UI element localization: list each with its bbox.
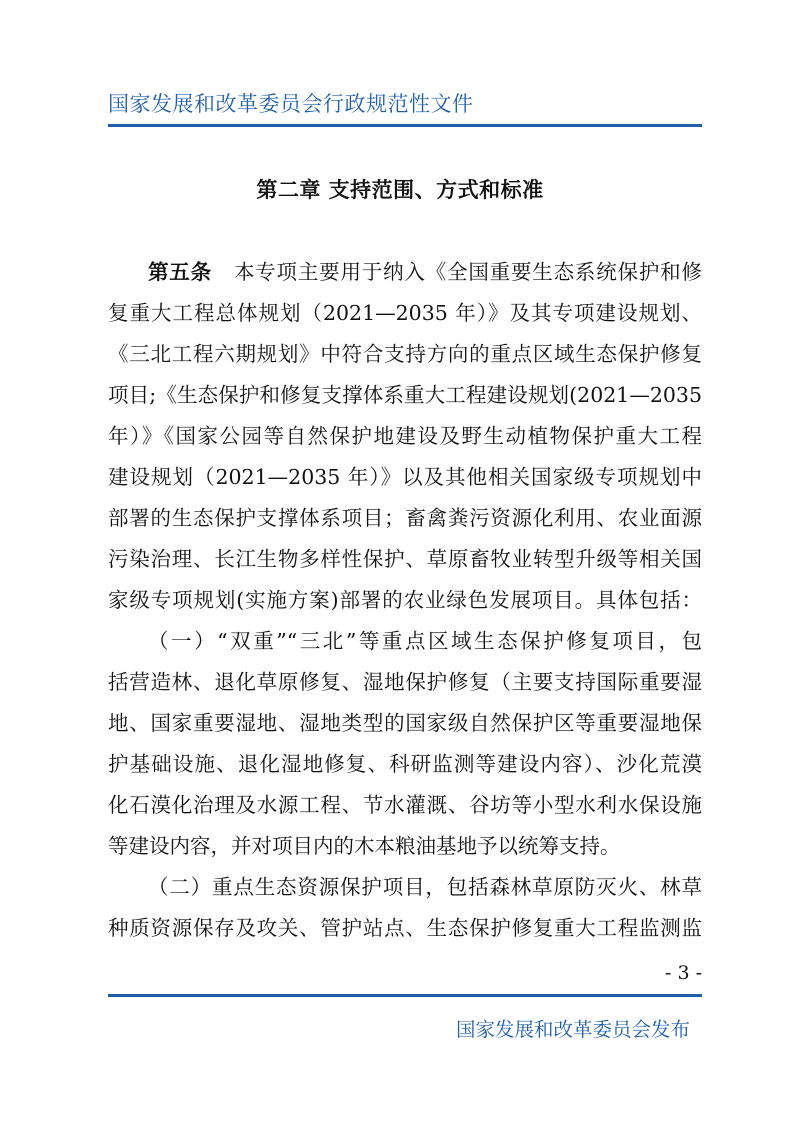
article-line: 年）》《国家公园等自然保护地建设及野生动植物保护重大工程 (108, 424, 702, 448)
item-line: 等建设内容，并对项目内的木本粮油基地予以统筹支持。 (108, 834, 621, 858)
page-number: - 3 - (664, 962, 702, 984)
footer-publisher: 国家发展和改革委员会发布 (455, 1018, 690, 1041)
item-line: 种质资源保存及攻关、管护站点、生态保护修复重大工程监测监 (108, 916, 702, 940)
article-line: 污染治理、长江生物多样性保护、草原畜牧业转型升级等相关国 (108, 547, 702, 571)
article-line: 家级专项规划(实施方案)部署的农业绿色发展项目。具体包括： (108, 588, 702, 612)
article-label: 第五条 (148, 260, 212, 284)
item-line: （一）“双重”“三北”等重点区域生态保护修复项目，包 (148, 629, 702, 653)
item-line: 护基础设施、退化湿地修复、科研监测等建设内容）、沙化荒漠 (108, 752, 702, 776)
article-line (148, 257, 702, 287)
header-title: 国家发展和改革委员会行政规范性文件 (108, 92, 474, 116)
footer-divider (108, 994, 702, 997)
article-line: 复重大工程总体规划（2021—2035 年）》及其专项建设规划、 (108, 301, 702, 325)
item-line: 括营造林、退化草原修复、湿地保护修复（主要支持国际重要湿 (108, 670, 702, 694)
article-line: 部署的生态保护支撑体系项目；畜禽粪污资源化利用、农业面源 (108, 506, 702, 530)
header-divider (108, 124, 702, 127)
article-line: 《三北工程六期规划》中符合支持方向的重点区域生态保护修复 (108, 342, 702, 366)
article-line: 建设规划（2021—2035 年）》以及其他相关国家级专项规划中 (108, 465, 702, 489)
item-line: （二）重点生态资源保护项目，包括森林草原防灭火、林草 (148, 875, 702, 899)
article-text: 本专项主要用于纳入《全国重要生态系统保护和修 (233, 260, 702, 284)
article-line: 项目;《生态保护和修复支撑体系重大工程建设规划(2021—2035 (108, 383, 702, 407)
chapter-title: 第二章 支持范围、方式和标准 (256, 178, 544, 202)
item-line: 地、国家重要湿地、湿地类型的国家级自然保护区等重要湿地保 (108, 711, 702, 735)
item-line: 化石漠化治理及水源工程、节水灌溉、谷坊等小型水利水保设施 (108, 793, 702, 817)
